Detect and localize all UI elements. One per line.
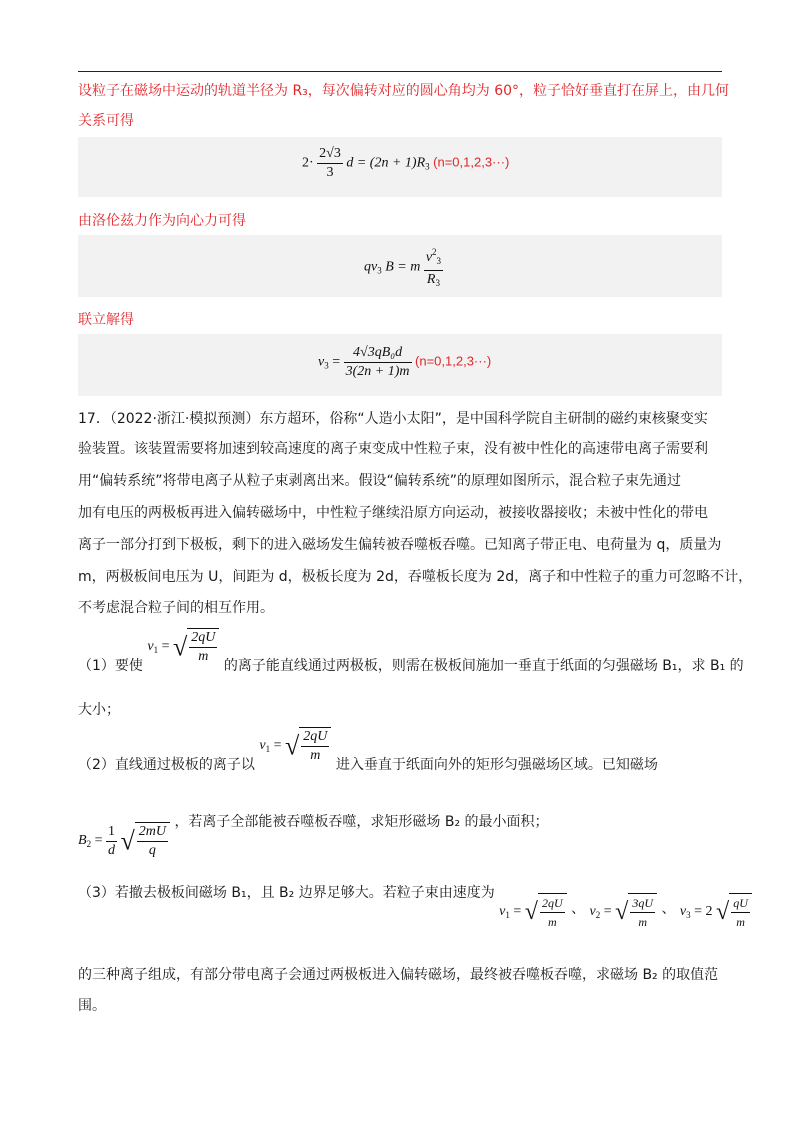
equation-geometry: 2· $\frac{2√3}{3}$ $d = (2n + 1)R_3$ (n=0,1,2,3···) — [302, 146, 510, 180]
header-rule — [78, 71, 722, 72]
question-2-field: $B_2$ = $\frac{1}{d}$ √ $\frac{2mU}{q}$ ，若离子全部能被吞噬板吞噬，求矩形磁场 B₂ 的最小面积； — [78, 814, 549, 858]
solution-text-4: 联立解得 — [78, 312, 134, 328]
magnetic-field-formula: $B_2$ = $\frac{1}{d}$ √ $\frac{2mU}{q}$ — [78, 822, 170, 860]
problem-text-4: 加有电压的两极板再进入偏转磁场中，中性粒子继续沿原方向运动，被接收器接收；未被中性化的带电 — [78, 505, 708, 521]
solution-text-3: 由洛伦兹力作为向心力可得 — [78, 213, 246, 229]
question-1-line2: 大小； — [78, 702, 120, 718]
problem-text-2: 验装置。该装置需要将加速到较高速度的离子束变成中性粒子束，没有被中性化的高速带电离子需要利 — [78, 441, 708, 457]
question-1: （1）要使 $v_1$ = √ $\frac{2qU}{m}$ 的离子能直线通过两极板，则需在极板间施加一垂直于纸面的匀强磁场 B₁，求 B₁ 的 — [78, 630, 744, 675]
problem-text-3: 用“偏转系统”将带电离子从粒子束剥离出来。假设“偏转系统”的原理如图所示，混合粒子束先通过 — [78, 473, 682, 489]
solution-text-2: 关系可得 — [78, 113, 134, 129]
equation-box-3 — [78, 334, 722, 396]
velocity-formula-v1: $v_1$ = √ $\frac{2qU}{m}$ — [499, 893, 566, 931]
equation-range: (n=0,1,2,3···) — [433, 154, 510, 170]
problem-text-7: 不考虑混合粒子间的相互作用。 — [78, 600, 274, 616]
equation-lorentz: $qv_3$ B = m $\frac{v^2_3}{R_3}$ — [364, 243, 443, 292]
velocity-formula-v3: $v_3 = 2$ √ $\frac{qU}{m}$ — [680, 893, 752, 931]
equation-box-1 — [78, 137, 722, 197]
velocity-formula-v1: $v_1$ = √ $\frac{2qU}{m}$ — [147, 628, 219, 666]
problem-text-1: 17．（2022·浙江·模拟预测）东方超环，俗称“人造小太阳”，是中国科学院自主研制的磁约束核聚变实 — [78, 411, 708, 427]
problem-text-6: m，两极板间电压为 U，间距为 d，极板长度为 2d，吞噬板长度为 2d，离子和中性粒子的重力可忽略不计， — [78, 569, 753, 585]
question-3-line2: 的三种离子组成，有部分带电离子会通过两极板进入偏转磁场，最终被吞噬板吞噬，求磁场 B₂ 的取值范 — [78, 967, 719, 983]
question-3: （3）若撤去极板间磁场 B₁，且 B₂ 边界足够大。若粒子束由速度为 $v_1$ = √ $\frac{2qU}{m}$ 、 $v_2$ = √ $\frac{3qU}{m}$ 、 $v_3 = 2$ √ $\frac{qU}{m}$ — [78, 893, 752, 931]
problem-text-5: 离子一部分打到下极板，剩下的进入磁场发生偏转被吞噬板吞噬。已知离子带正电、电荷量为 q，质量为 — [78, 537, 722, 553]
velocity-formula-v1: $v_1$ = √ $\frac{2qU}{m}$ — [259, 727, 331, 765]
equation-box-2 — [78, 235, 722, 297]
question-3-line3: 围。 — [78, 998, 106, 1014]
equation-range: (n=0,1,2,3···) — [415, 353, 492, 369]
velocity-formula-v2: $v_2$ = √ $\frac{3qU}{m}$ — [590, 893, 657, 931]
question-2: （2）直线通过极板的离子以 $v_1$ = √ $\frac{2qU}{m}$ 进入垂直于纸面向外的矩形匀强磁场区域。已知磁场 — [78, 729, 658, 774]
equation-result: $v_3$ = $\frac{\text{4√3qB₀d}}{3(2n + 1)m}$ (n=0,1,2,3···) — [318, 345, 492, 379]
solution-text-1: 设粒子在磁场中运动的轨道半径为 R₃，每次偏转对应的圆心角均为 60°，粒子恰好垂直打在屏上，由几何 — [78, 83, 730, 99]
